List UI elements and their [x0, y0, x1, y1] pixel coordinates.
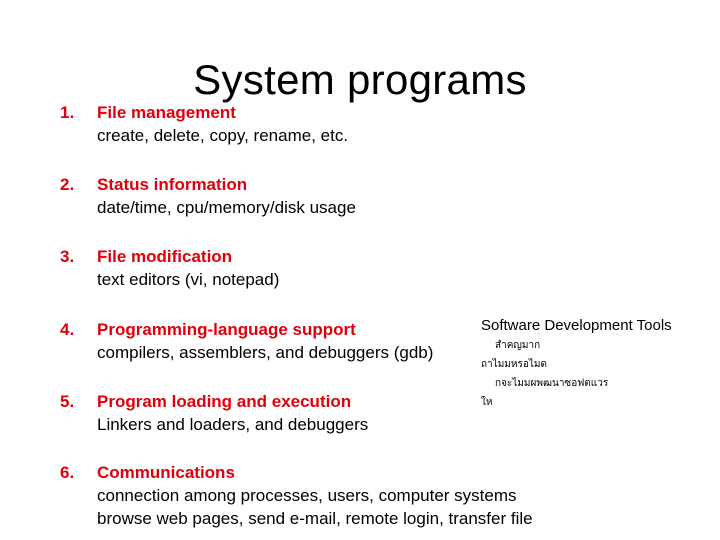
slide-title: System programs	[193, 56, 527, 104]
item-detail: connection among processes, users, computer systems	[97, 486, 517, 505]
item-heading: Program loading and execution	[97, 392, 352, 411]
side-note-line: ถาไมมหรอไมด	[481, 359, 547, 370]
item-heading: File management	[97, 103, 236, 122]
item-detail: text editors (vi, notepad)	[97, 270, 280, 289]
item-number: 5.	[60, 392, 75, 411]
side-note-title: Software Development Tools	[481, 317, 672, 334]
item-heading: Programming-language support	[97, 320, 356, 339]
list-item-status-information	[60, 173, 356, 219]
item-detail: browse web pages, send e-mail, remote login, transfer file	[97, 509, 533, 528]
list-item-file-management	[60, 101, 348, 147]
item-number: 3.	[60, 247, 75, 266]
side-note-line: สำคญมาก	[495, 340, 541, 351]
item-detail: create, delete, copy, rename, etc.	[97, 126, 349, 145]
list-item-file-modification	[60, 245, 279, 291]
item-number: 1.	[60, 103, 75, 122]
item-detail: date/time, cpu/memory/disk usage	[97, 198, 356, 217]
item-heading: File modification	[97, 247, 233, 266]
side-note-line: กจะไมมผพฒนาซอฟตแวร	[495, 378, 609, 389]
item-number: 4.	[60, 320, 75, 339]
item-heading: Status information	[97, 175, 248, 194]
list-item-communications	[60, 461, 533, 530]
side-note-line: ให	[481, 397, 493, 408]
list-item-program-loading	[60, 390, 368, 436]
item-detail: Linkers and loaders, and debuggers	[97, 415, 369, 434]
item-heading: Communications	[97, 463, 235, 482]
list-item-programming-language-support	[60, 318, 433, 364]
item-detail: compilers, assemblers, and debuggers (gdb)	[97, 343, 434, 362]
item-number: 2.	[60, 175, 75, 194]
item-number: 6.	[60, 463, 75, 482]
side-note	[481, 316, 711, 412]
